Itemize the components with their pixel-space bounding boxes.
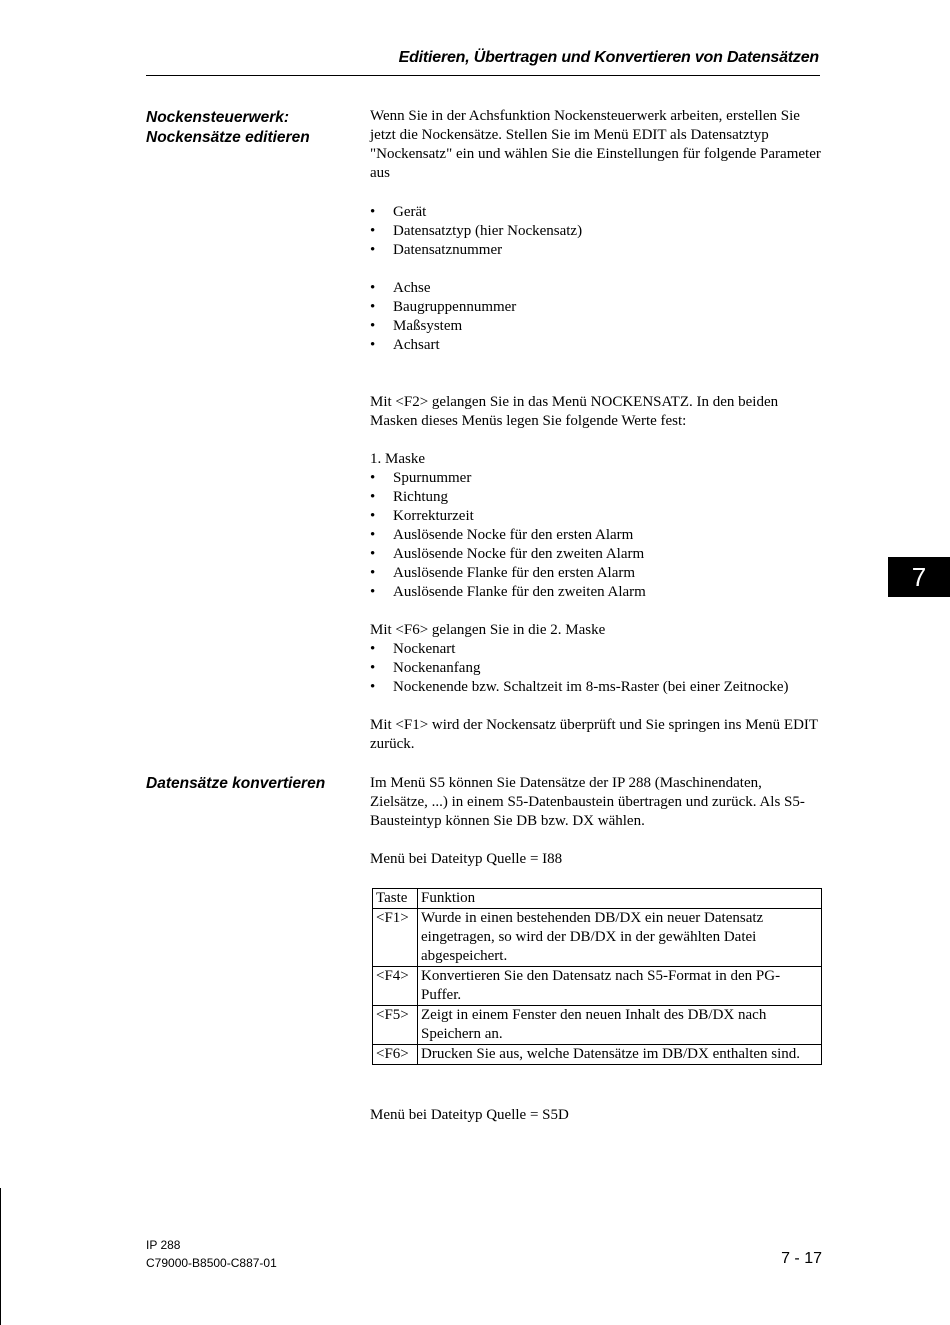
table-header-row: [373, 889, 822, 909]
function-key-table: [372, 888, 822, 1065]
header-rule: [146, 75, 820, 76]
list-item: • Auslösende Nocke für den zweiten Alarm: [370, 545, 822, 564]
table-row: [373, 1045, 822, 1065]
mask1-block: [370, 450, 822, 602]
menu-s5d-label: [370, 1106, 822, 1125]
list-item: • Spurnummer: [370, 469, 822, 488]
table-row: [373, 967, 822, 1006]
section1-intro: [370, 107, 822, 183]
list-item: • Korrekturzeit: [370, 507, 822, 526]
list-item: • Datensatznummer: [370, 241, 822, 260]
footer-product: IP 288: [146, 1238, 181, 1252]
chapter-tab-marker: 7: [888, 557, 950, 597]
list-item: • Gerät: [370, 203, 822, 222]
table-cell-function: Zeigt in einem Fenster den neuen Inhalt des DB/DX nach Speichern an.: [418, 1006, 822, 1045]
menu-i88-text: Menü bei Dateityp Quelle = I88: [370, 851, 563, 867]
menu-i88-label: [370, 850, 822, 869]
menu-s5d-text: Menü bei Dateityp Quelle = S5D: [370, 1107, 569, 1123]
section-heading-line1: Nockensteuerwerk:: [146, 109, 290, 126]
list-item: • Auslösende Nocke für den ersten Alarm: [370, 526, 822, 545]
list-item: • Datensatztyp (hier Nockensatz): [370, 222, 822, 241]
section2-intro: [370, 774, 822, 831]
table-row: [373, 909, 822, 967]
table-cell-key: <F4>: [373, 967, 418, 1006]
table-cell-function: Konvertieren Sie den Datensatz nach S5-Format in den PG-Puffer.: [418, 967, 822, 1006]
f2-paragraph: [370, 393, 822, 431]
intro-paragraph: Wenn Sie in der Achsfunktion Nockensteuerwerk arbeiten, erstellen Sie jetzt die Nockensätze. Stellen Sie im Menü EDIT als Datensatztyp "Nockensatz" ein und wählen Sie die Einstellungen für folgende Parameter aus: [370, 108, 821, 181]
list-item: • Nockenende bzw. Schaltzeit im 8-ms-Raster (bei einer Zeitnocke): [370, 678, 830, 697]
section-heading-konvertieren: Datensätze konvertieren: [146, 775, 326, 792]
list-item: • Auslösende Flanke für den ersten Alarm: [370, 564, 822, 583]
list-item: • Nockenart: [370, 640, 830, 659]
mask2-title: Mit <F6> gelangen Sie in die 2. Maske: [370, 622, 606, 638]
f1-paragraph: [370, 716, 822, 754]
table-row: [373, 1006, 822, 1045]
table-cell-function: Drucken Sie aus, welche Datensätze im DB/DX enthalten sind.: [418, 1045, 822, 1065]
list-item: • Nockenanfang: [370, 659, 830, 678]
mask1-title: 1. Maske: [370, 451, 425, 467]
list-item: • Maßsystem: [370, 317, 822, 336]
scan-edge-line: [0, 1188, 1, 1325]
list-item: • Achsart: [370, 336, 822, 355]
footer-order-number: C79000-B8500-C887-01: [146, 1256, 277, 1270]
list-item: • Baugruppennummer: [370, 298, 822, 317]
list-item: • Richtung: [370, 488, 822, 507]
f1-text: Mit <F1> wird der Nockensatz überprüft und Sie springen ins Menü EDIT zurück.: [370, 717, 818, 752]
list-item: • Achse: [370, 279, 822, 298]
section2-intro-text: Im Menü S5 können Sie Datensätze der IP 288 (Maschinendaten, Zielsätze, ...) in einem S5-Datenbaustein übertragen und zurück. Als S5-Bausteintyp können Sie DB bzw. DX wählen.: [370, 775, 805, 829]
section-heading-nockensaetze: [146, 108, 310, 148]
table-cell-key: <F6>: [373, 1045, 418, 1065]
table-header-cell: Funktion: [418, 889, 822, 909]
page-header-title: Editieren, Übertragen und Konvertieren von Datensätzen: [398, 49, 819, 66]
table-header-cell: Taste: [373, 889, 418, 909]
table-cell-key: <F5>: [373, 1006, 418, 1045]
list-item: • Auslösende Flanke für den zweiten Alarm: [370, 583, 822, 602]
table-cell-key: <F1>: [373, 909, 418, 967]
footer-left: [146, 1236, 277, 1272]
page-number: 7 - 17: [781, 1250, 822, 1267]
f2-text: Mit <F2> gelangen Sie in das Menü NOCKENSATZ. In den beiden Masken dieses Menüs legen Sie folgende Werte fest:: [370, 394, 779, 429]
mask2-block: [370, 621, 830, 697]
table-cell-function: Wurde in einen bestehenden DB/DX ein neuer Datensatz eingetragen, so wird der DB/DX in der gewählten Datei abgespeichert.: [418, 909, 822, 967]
params-list-1: [370, 203, 822, 260]
section-heading-line2: Nockensätze editieren: [146, 129, 310, 146]
params-list-2: [370, 279, 822, 355]
